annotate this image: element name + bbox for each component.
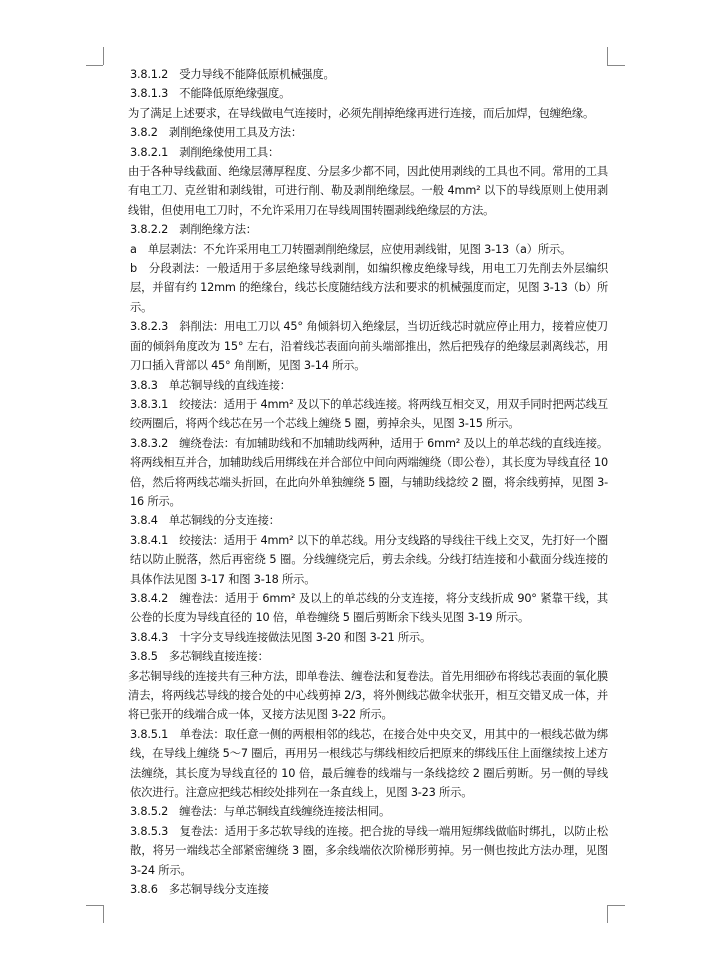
clause-3-8-5-1: 3.8.5.1 单卷法：取任意一侧的两根相邻的线芯，在接合处中央交叉，用其中的一根线芯做为绑线，在导线上缠绕 5～7 圈后，再用另一根线芯与绑线相绞后把原来的绑线压住上面继续按上述方法缠绕，其长度为导线直径的 10 倍，最后缠卷的线端与一条线捻绞 2 圈后剪断。另一侧的导线依次进行。注意应把线芯相绞处排列在一条直线上，见图 3-23 所示。 [130, 727, 608, 800]
clause-3-8-3-2: 3.8.3.2 缠绕卷法：有加辅助线和不加辅助线两种，适用于 6mm² 及以上的单芯线的直线连接。将两线相互并合，加辅助线后用绑线在并合部位中间向两端缠绕（即公卷），其长度为导线直径 10 倍，然后将两线芯端头折回，在此向外单独缠绕 5 圈，与辅助线捻绞 2 圈，将余线剪掉，见图 3-16 所示。 [130, 436, 608, 508]
heading-3-8-6: 3.8.6 多芯铜导线分支连接 [130, 883, 269, 897]
clause-3-8-2-3: 3.8.2.3 斜削法：用电工刀以 45° 角倾斜切入绝缘层，当切近线芯时就应停止用力，接着应使刀面的倾斜角度改为 15° 左右，沿着线芯表面向前头端部推出，然后把残存的绝缘层剥离线芯，用刀口插入背部以 45° 角削断，见图 3-14 所示。 [130, 320, 608, 373]
clause-3-8-2-1: 3.8.2.1 剥削绝缘使用工具： [130, 145, 280, 159]
crop-mark-top-left-v [103, 47, 104, 65]
heading-3-8-5: 3.8.5 多芯铜线直接连接： [130, 650, 269, 664]
clause-3-8-5-2: 3.8.5.2 缠卷法：与单芯铜线直线缠绕连接法相同。 [130, 805, 391, 819]
body-paragraph-tools: 由于各种导线截面、绝缘层薄厚程度、分层多少都不同，因此使用剥线的工具也不同。常用的工具有电工刀、克丝钳和剥线钳，可进行削、勒及剥削绝缘层。一般 4mm² 以下的导线原则上使用剥线钳，但使用电工刀时，不允许采用刀在导线周围转圈剥线绝缘层的方法。 [128, 165, 608, 217]
heading-3-8-3: 3.8.3 单芯铜导线的直线连接： [130, 378, 291, 392]
item-b-segmented: b 分段剥法：一般适用于多层绝缘导线剥削，如编织橡皮绝缘导线，用电工刀先削去外层编织层，并留有约 12mm 的绝缘台，线芯长度随结线方法和要求的机械强度而定，见图 3-13（b）所示。 [130, 262, 608, 314]
heading-3-8-2: 3.8.2 剥削绝缘使用工具及方法： [130, 126, 303, 140]
clause-3-8-4-2: 3.8.4.2 缠卷法：适用于 6mm² 及以上的单芯线的分支连接，将分支线折成 90° 紧靠干线，其公卷的长度为导线直径的 10 倍，单卷缠绕 5 圈后剪断余下线头见图 3-19 所示。 [130, 591, 608, 625]
item-a-single-layer: a 单层剥法：不允许采用电工刀转圈剥削绝缘层，应使用剥线钳，见图 3-13（a）所示。 [130, 242, 572, 256]
crop-mark-bottom-right-v [607, 905, 608, 923]
crop-mark-top-left-h [86, 65, 103, 66]
crop-mark-top-right-h [607, 65, 625, 66]
crop-mark-top-right-v [607, 47, 608, 65]
crop-mark-bottom-right-h [607, 905, 625, 906]
clause-3-8-1-3: 3.8.1.3 不能降低原绝缘强度。 [130, 87, 291, 101]
clause-3-8-4-1: 3.8.4.1 绞接法：适用于 4mm² 以下的单芯线。用分支线路的导线往干线上交叉，先打好一个圈结以防止脱落，然后再密绕 5 圈。分线缠绕完后，剪去余线。分线打结连接和小截面分线连接的具体作法见图 3-17 和图 3-18 所示。 [130, 533, 608, 586]
clause-3-8-5-3: 3.8.5.3 复卷法：适用于多芯软导线的连接。把合拢的导线一端用短绑线做临时绑扎，以防止松散，将另一端线芯全部紧密缠绕 3 圈，多余线端依次阶梯形剪掉。另一侧也按此方法办理，见图 3-24 所示。 [130, 824, 608, 877]
body-paragraph-requirements: 为了满足上述要求，在导线做电气连接时，必须先削掉绝缘再进行连接，而后加焊，包缠绝缘。 [128, 106, 595, 120]
crop-mark-bottom-left-h [86, 905, 103, 906]
document-body [104, 65, 608, 899]
clause-3-8-3-1: 3.8.3.1 绞接法：适用于 4mm² 及以下的单芯线连接。将两线互相交叉，用双手同时把两芯线互绞两圈后，将两个线芯在另一个芯线上缠绕 5 圈，剪掉余头，见图 3-15 所示。 [130, 397, 608, 431]
crop-mark-bottom-left-v [103, 905, 104, 923]
heading-3-8-4: 3.8.4 单芯铜线的分支连接： [130, 514, 280, 528]
clause-3-8-1-2: 3.8.1.2 受力导线不能降低原机械强度。 [130, 68, 335, 81]
clause-3-8-2-2: 3.8.2.2 剥削绝缘方法： [130, 223, 257, 237]
body-paragraph-multicore: 多芯铜导线的连接共有三种方法，即单卷法、缠卷法和复卷法。首先用细砂布将线芯表面的氧化膜清去，将两线芯导线的接合处的中心线剪掉 2/3，将外侧线芯做伞状张开，相互交错叉成一体，并将已张开的线端合成一体，叉接方法见图 3-22 所示。 [128, 669, 608, 722]
clause-3-8-4-3: 3.8.4.3 十字分支导线连接做法见图 3-20 和图 3-21 所示。 [130, 630, 432, 644]
